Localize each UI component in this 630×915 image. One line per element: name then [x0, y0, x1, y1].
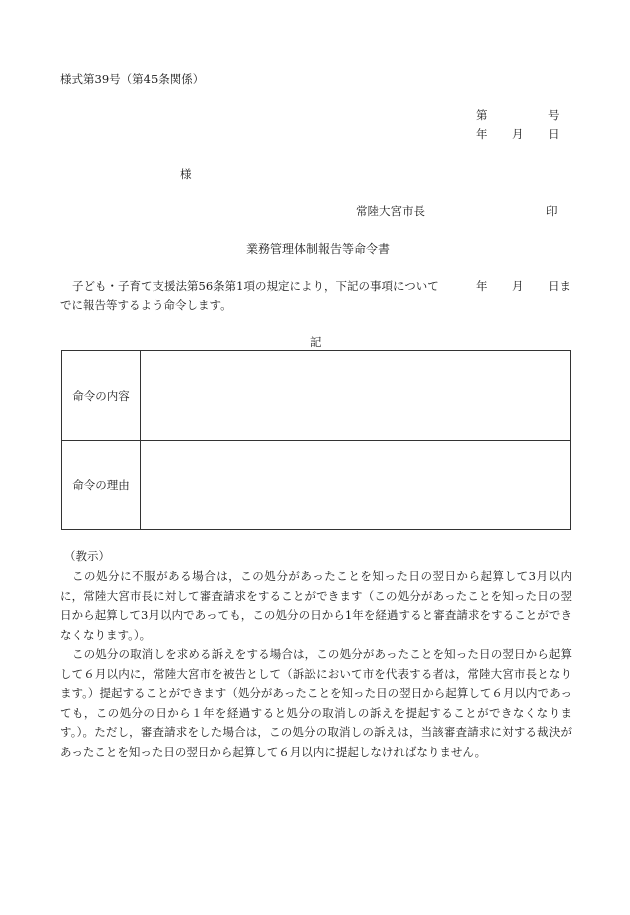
- order-details-table: [61, 350, 571, 530]
- seal-mark: 印: [546, 204, 558, 218]
- order-month-label: 月: [512, 279, 524, 293]
- document-title: 業務管理体制報告等命令書: [246, 242, 391, 256]
- date-year-label: 年: [476, 127, 488, 141]
- date-month-label: 月: [512, 127, 524, 141]
- notice-heading: （教示）: [64, 549, 110, 563]
- addressee-suffix: 様: [180, 167, 192, 181]
- order-content-label: 命令の内容: [62, 351, 141, 440]
- notice-paragraph-appeal: この処分に不服がある場合は，この処分があったことを知った日の翌日から起算して3月以内に，常陸大宮市長に対して審査請求をすることができます（この処分があったことを知った日の翌日から起算して3月以内であっても，この処分の日から1年を経過すると審査請求をすることができなくなります。）。: [60, 569, 572, 642]
- notice-paragraph-lawsuit: この処分の取消しを求める訴えをする場合は，この処分があったことを知った日の翌日から起算して６月以内に，常陸大宮市を被告として（訴訟において市を代表する者は，常陸大宮市長となります。）提起することができます（処分があったことを知った日の翌日から起算して６月以内であっても，この処分の日から１年を経過すると処分の取消しの訴えを提起することができなくなります。）。ただし，審査請求をした場合は，この処分の取消しの訴えは，当該審査請求に対する裁決があったことを知った日の翌日から起算して６月以内に提起しなければなりません。: [60, 647, 572, 759]
- issuer-name: 常陸大宮市長: [356, 204, 425, 218]
- table-row-order-reason: [62, 440, 570, 529]
- order-reason-field[interactable]: [141, 440, 570, 529]
- order-content-field[interactable]: [141, 351, 570, 440]
- order-day-label: 日ま: [548, 279, 571, 293]
- order-text-line2: でに報告等するよう命令します。: [60, 298, 232, 312]
- ki-heading: 記: [310, 335, 322, 349]
- date-day-label: 日: [548, 127, 560, 141]
- doc-number-prefix: 第: [476, 108, 488, 122]
- doc-number-suffix: 号: [548, 108, 560, 122]
- table-row-order-content: [62, 351, 570, 441]
- form-number: 様式第39号（第45条関係）: [60, 72, 205, 86]
- order-reason-label: 命令の理由: [62, 440, 141, 529]
- order-year-label: 年: [476, 279, 488, 293]
- order-text-line1: 子ども・子育て支援法第56条第1項の規定により，下記の事項について: [72, 279, 439, 293]
